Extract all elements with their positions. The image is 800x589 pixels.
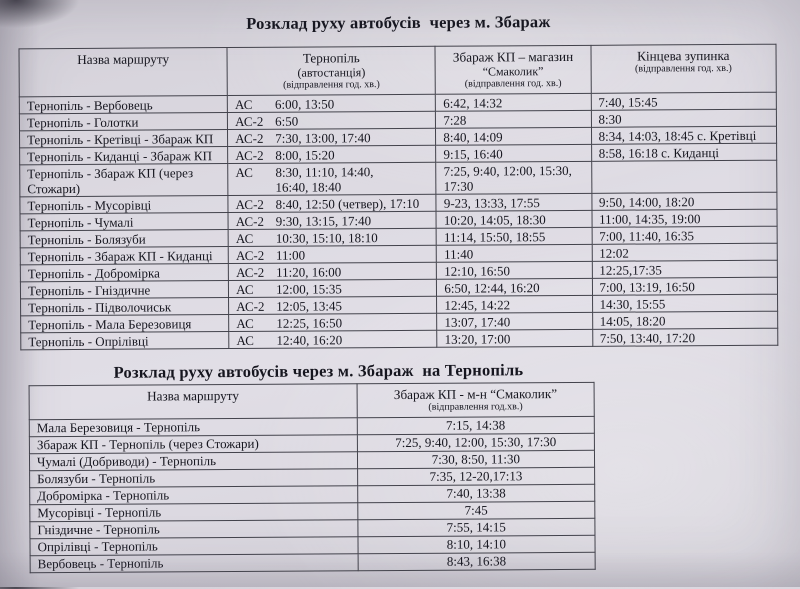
smakolyk-header-line3: (відправлення год. хв.): [464, 78, 562, 90]
smakolyk-header-line1: Збараж КП – магазин: [452, 48, 574, 65]
final-stop-cell: [591, 160, 777, 193]
station-code: АС-2: [235, 264, 265, 280]
col-smakolyk-header: [435, 45, 590, 94]
return-route-cell: Гніздичне - Тернопіль: [30, 520, 358, 539]
smakolyk-header-line2: “Смаколик”: [482, 64, 544, 79]
smakolyk-times-cell: 9-23, 13:33, 17:55: [436, 193, 591, 211]
station-code: АС: [236, 332, 254, 348]
station-code: АС-2: [235, 147, 264, 163]
return-times-cell: 7:40, 13:38: [357, 484, 594, 502]
route-cell: Тернопіль - Збараж КП (через Стожари): [20, 164, 228, 197]
page-title-outbound: Розклад руху автобусів через м. Збараж: [246, 12, 551, 33]
smakolyk-times-cell: 13:07, 17:40: [437, 312, 592, 330]
station-departure-cell: [229, 330, 437, 348]
col-route-header: [19, 48, 227, 97]
smakolyk-times-cell: 6:50, 12:44, 16:20: [437, 278, 592, 296]
return-departure-header-line1: Збараж КП - м-н “Смаколик”: [393, 386, 558, 403]
departure-times: 7:30, 13:00, 17:40: [275, 129, 371, 146]
final-header-line1: Кінцева зупинка: [637, 47, 730, 64]
return-route-cell: Опрілівці - Тернопіль: [30, 537, 358, 556]
return-departure-header-line2: (відправлення год.хв.): [428, 401, 523, 413]
final-stop-cell: 7:40, 15:45: [591, 92, 777, 110]
smakolyk-times-cell: 12:10, 16:50: [437, 261, 592, 279]
departure-times: 11:20, 16:00: [275, 263, 342, 280]
departure-times: 8:00, 15:20: [275, 146, 335, 163]
final-stop-cell: 12:02: [592, 243, 778, 261]
station-departure-cell: [228, 245, 436, 263]
station-departure-cell: [228, 194, 436, 212]
station-code: АС-2: [236, 298, 265, 314]
station-code: АС: [236, 315, 254, 331]
station-departure-cell: [228, 128, 436, 146]
station-departure-cell: [229, 279, 437, 297]
route-cell: Тернопіль - Опрілівці: [21, 332, 229, 350]
station-departure-cell: [228, 262, 436, 280]
station-departure-cell: [227, 94, 435, 112]
station-code: АС-2: [235, 213, 265, 229]
final-stop-cell: 8:58, 16:18 с. Киданці: [591, 143, 777, 161]
route-cell: Тернопіль - Голотки: [19, 113, 227, 131]
route-cell: Тернопіль - Збараж КП - Киданці: [20, 247, 228, 265]
return-route-cell: Вербовець - Тернопіль: [30, 554, 358, 573]
final-header-line2: (відправлення год. хв.): [634, 62, 732, 75]
route-cell: Тернопіль - Вербовець: [19, 96, 227, 114]
route-cell: Тернопіль - Гніздичне: [20, 281, 228, 299]
station-code: АС-2: [235, 113, 264, 129]
departure-times: 6:50: [275, 113, 299, 129]
station-departure-cell: [229, 313, 437, 331]
smakolyk-times-cell: 10:20, 14:05, 18:30: [436, 210, 591, 228]
return-route-cell: Болязуби - Тернопіль: [30, 469, 358, 488]
return-times-cell: 7:35, 12-20,17:13: [357, 467, 594, 485]
schedule-row: [21, 328, 778, 350]
return-route-cell: Збараж КП - Тернопіль (через Стожари): [29, 435, 357, 454]
return-times-cell: 7:55, 14:15: [358, 518, 595, 536]
final-stop-cell: 14:30, 15:55: [592, 294, 778, 312]
route-cell: Тернопіль - Чумалі: [20, 213, 228, 231]
final-stop-cell: 8:34, 14:03, 18:45 с. Кретівці: [591, 126, 777, 144]
smakolyk-times-cell: 11:40: [437, 244, 592, 262]
outbound-schedule-table: [18, 44, 778, 351]
route-header-label: Назва маршруту: [77, 51, 170, 67]
smakolyk-times-cell: 6:42, 14:32: [436, 93, 591, 111]
return-times-cell: 7:25, 9:40, 12:00, 15:30, 17:30: [357, 433, 594, 451]
return-col-route-header: [29, 384, 357, 420]
route-cell: Тернопіль - Мала Березовиця: [21, 315, 229, 333]
return-route-cell: Мусорівці - Тернопіль: [30, 503, 358, 522]
final-stop-cell: 14:05, 18:20: [592, 311, 778, 329]
smakolyk-times-cell: 12:45, 14:22: [437, 295, 592, 313]
schedule-row: [30, 552, 595, 572]
departure-times: 11:00: [275, 247, 306, 263]
return-times-cell: 7:45: [357, 501, 594, 519]
final-stop-cell: 9:50, 14:00, 18:20: [591, 192, 777, 210]
route-cell: Тернопіль - Добромірка: [20, 264, 228, 282]
return-times-cell: 7:15, 14:38: [357, 416, 594, 434]
departure-times: 8:30, 11:10, 14:40, 16:40, 18:40: [275, 163, 374, 195]
route-cell: Тернопіль - Кретівці - Збараж КП: [19, 130, 227, 148]
station-code: АС-2: [235, 196, 264, 212]
route-cell: Тернопіль - Підволочиськ: [21, 298, 229, 316]
smakolyk-times-cell: 13:20, 17:00: [437, 329, 592, 347]
return-route-cell: Чумалі (Добриводи) - Тернопіль: [29, 452, 357, 471]
station-code: АС: [236, 281, 254, 297]
station-code: АС: [235, 164, 253, 180]
route-cell: Тернопіль - Болязуби: [20, 230, 228, 248]
station-departure-cell: [228, 162, 436, 195]
return-route-cell: Добромірка - Тернопіль: [30, 486, 358, 505]
departure-times: 12:00, 15:35: [276, 280, 342, 297]
final-stop-cell: 7:00, 13:19, 16:50: [592, 277, 778, 295]
return-schedule-table: [29, 382, 596, 573]
station-departure-cell: [228, 211, 436, 229]
departure-times: 10:30, 15:10, 18:10: [275, 229, 378, 246]
route-cell: Тернопіль - Киданці - Збараж КП: [20, 147, 228, 165]
station-departure-cell: [229, 296, 437, 314]
station-code: АС: [235, 230, 254, 246]
departure-times: 9:30, 13:15, 17:40: [275, 212, 372, 229]
smakolyk-times-cell: 11:14, 15:50, 18:55: [436, 227, 591, 245]
final-stop-cell: 12:25,17:35: [592, 260, 778, 278]
page-title-return: Розклад руху автобусів через м. Збараж на Тернопіль: [113, 360, 524, 382]
ternopil-header-line2: (автостанція): [297, 65, 366, 80]
station-departure-cell: [228, 228, 436, 246]
final-stop-cell: 7:50, 13:40, 17:20: [592, 328, 778, 346]
return-col-departure-header: [357, 382, 595, 417]
station-code: АС: [234, 96, 253, 112]
col-ternopil-header: [227, 46, 435, 95]
smakolyk-times-cell: 8:40, 14:09: [436, 127, 591, 145]
return-header-row: [29, 382, 594, 419]
station-code: АС-2: [235, 247, 265, 263]
ternopil-header-line3: (відправлення год. хв.): [283, 79, 380, 91]
final-stop-cell: 11:00, 14:35, 19:00: [592, 209, 778, 227]
schedule-row: [20, 160, 777, 197]
station-departure-cell: [228, 111, 436, 129]
departure-times: 12:05, 13:45: [276, 297, 343, 314]
smakolyk-times-cell: 7:25, 9:40, 12:00, 15:30, 17:30: [436, 161, 591, 194]
station-departure-cell: [228, 145, 436, 163]
station-code: АС-2: [235, 130, 264, 146]
return-times-cell: 8:10, 14:10: [358, 535, 595, 553]
final-stop-cell: 8:30: [591, 109, 777, 127]
departure-times: 8:40, 12:50 (четвер), 17:10: [275, 195, 420, 212]
outbound-header-row: [19, 44, 776, 97]
col-final-stop-header: [591, 44, 777, 93]
ternopil-header-line1: Тернопіль: [302, 50, 360, 66]
smakolyk-times-cell: 7:28: [436, 110, 591, 128]
return-times-cell: 7:30, 8:50, 11:30: [357, 450, 594, 468]
return-route-header-label: Назва маршруту: [146, 387, 239, 404]
departure-times: 6:00, 13:50: [274, 95, 335, 112]
departure-times: 12:40, 16:20: [276, 331, 343, 348]
final-stop-cell: 7:00, 11:40, 16:35: [592, 226, 778, 244]
route-cell: Тернопіль - Мусорівці: [20, 196, 228, 214]
smakolyk-times-cell: 9:15, 16:40: [436, 144, 591, 162]
return-times-cell: 8:43, 16:38: [358, 552, 595, 570]
return-route-cell: Мала Березовиця - Тернопіль: [29, 418, 357, 437]
departure-times: 12:25, 16:50: [276, 314, 343, 331]
